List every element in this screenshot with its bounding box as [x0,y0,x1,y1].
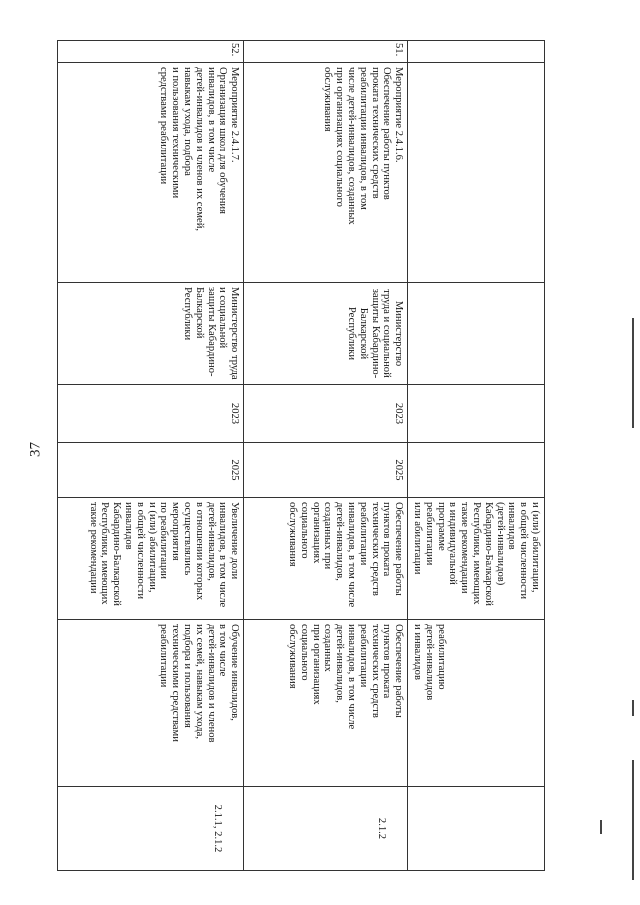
text-line: Обеспечение работы пунктов [381,67,393,200]
scan-edge-mark [632,760,634,880]
text-line: реабилитации [357,502,369,566]
text-line: защиты Кабардино- [369,288,381,379]
text-line: инвалидов [506,502,518,550]
text-line: средствами реабилитации [158,67,170,185]
cell-event [58,63,244,283]
text-line: защиты Кабардино- [205,287,217,377]
cell-start [408,385,545,443]
text-line: Кабардино-Балкарской [111,502,123,606]
text-line: детей-инвалидов и членов их семей, [193,67,205,232]
text-line: Увеличение доли [229,502,241,580]
scan-edge-mark [600,820,602,834]
text-line: обслуживания [287,502,299,567]
cell-number: 52. [58,41,244,63]
cell-number: 51. [244,41,408,63]
text-line: Республики, имеющих [471,502,483,605]
table-row [58,41,244,871]
page-number: 37 [27,442,44,457]
text-line: социального [298,502,310,559]
text-line: технических средств [369,502,381,596]
text-line: Обеспечение работы [393,502,405,596]
text-line: Обучение инвалидов, [229,624,241,721]
text-line: инвалидов, в том числе [205,67,217,173]
text-line: детей-инвалидов и членов [205,624,217,743]
text-line: и инвалидов [412,624,424,680]
text-line: Балкарской [357,307,369,360]
table-row [244,41,408,871]
text-line: инвалидов, в том числе [217,502,229,608]
scan-edge-mark [632,700,634,716]
text-line: Республики [182,287,194,341]
rotated-table-wrapper [45,40,545,870]
text-line: при организациях [310,624,322,705]
text-line: обслуживания [322,67,334,132]
text-line: инвалидов, в том числе [346,502,358,608]
text-line: в индивидуальной [447,502,459,585]
text-line: по реабилитации [158,502,170,579]
cell-code [408,787,545,871]
text-line: и пользования техническими [170,67,182,199]
text-line: такие рекомендации [87,502,99,594]
text-line: числе детей-инвалидов, созданных [346,67,358,225]
text-line: подбора и пользования [182,624,194,728]
text-line: и (или) абилитации, [530,502,541,593]
text-line: (детей-инвалидов) [494,502,506,586]
text-line: Министерство [393,300,405,367]
text-line: пунктов проката [381,624,393,699]
text-line: инвалидов, в том числе [346,624,358,730]
text-line: Республики, имеющих [99,502,111,605]
text-line: Обеспечение работы [393,624,405,718]
text-line: детей-инвалидов, [334,502,346,581]
text-line: инвалидов [123,502,135,550]
text-line: реабилитации [158,624,170,688]
text-line: Республики [346,306,358,361]
text-line: Мероприятие 2.4.1.6. [393,67,405,163]
text-line: техническими средствами [170,624,182,742]
cell-event [244,63,408,283]
text-line: детей-инвалидов [423,624,435,701]
cell-code: 2.1.2 [244,787,408,871]
text-line: Балкарской [193,287,205,339]
cell-indicator [244,498,408,620]
text-line: реабилитацию [435,624,447,690]
cell-end: 2025 [58,443,244,498]
cell-executor [408,283,545,385]
cell-indicator [58,498,244,620]
cell-start: 2023 [58,385,244,443]
text-line: труда и социальной [381,289,393,378]
text-line: в общей численности [134,502,146,600]
text-line: реабилитации [357,624,369,688]
text-line: Мероприятие 2.4.1.7. [229,67,241,163]
text-line: мероприятия [170,502,182,561]
cell-result [58,620,244,787]
text-line: в том числе [217,624,229,677]
cell-indicator [408,498,545,620]
cell-executor [244,283,408,385]
text-line: созданных [322,624,334,672]
text-line: организациях [310,502,322,564]
text-line: Кабардино-Балкарской [482,502,494,606]
measures-table [57,40,545,871]
text-line: реабилитации [423,502,435,566]
cell-executor [58,283,244,385]
text-line: и социальной [217,287,229,349]
text-line: в отношении которых [193,502,205,601]
text-line: реабилитации инвалидов, в том [357,67,369,210]
text-line: или абилитации [412,502,424,575]
text-line: их семей, навыкам ухода, [193,624,205,739]
cell-result [244,620,408,787]
text-line: Организация школ для обучения [217,67,229,214]
scan-edge-mark [632,318,634,428]
text-line: детей-инвалидов, [205,502,217,581]
continuation-row [408,41,545,871]
text-line: проката технических средств [369,67,381,199]
text-line: такие рекомендации [459,502,471,594]
cell-code: 2.1.1, 2.1.2 [58,787,244,871]
text-line: и (или) абилитации, [146,502,158,593]
text-line: созданных при [322,502,334,570]
cell-event [408,63,545,283]
text-line: при организациях социального [334,67,346,207]
cell-number [408,41,545,63]
text-line: навыкам ухода, подбора [182,67,194,176]
cell-start: 2023 [244,385,408,443]
text-line: обслуживания [287,624,299,689]
text-line: пунктов проката [381,502,393,577]
text-line: детей-инвалидов, [334,624,346,703]
cell-end [408,443,545,498]
text-line: осуществлялись [182,502,194,576]
text-line: технических средств [369,624,381,718]
text-line: социального [298,624,310,681]
text-line: Министерство труда [229,287,241,380]
text-line: в общей численности [518,502,530,600]
cell-end: 2025 [244,443,408,498]
cell-result [408,620,545,787]
text-line: программе [435,502,447,551]
